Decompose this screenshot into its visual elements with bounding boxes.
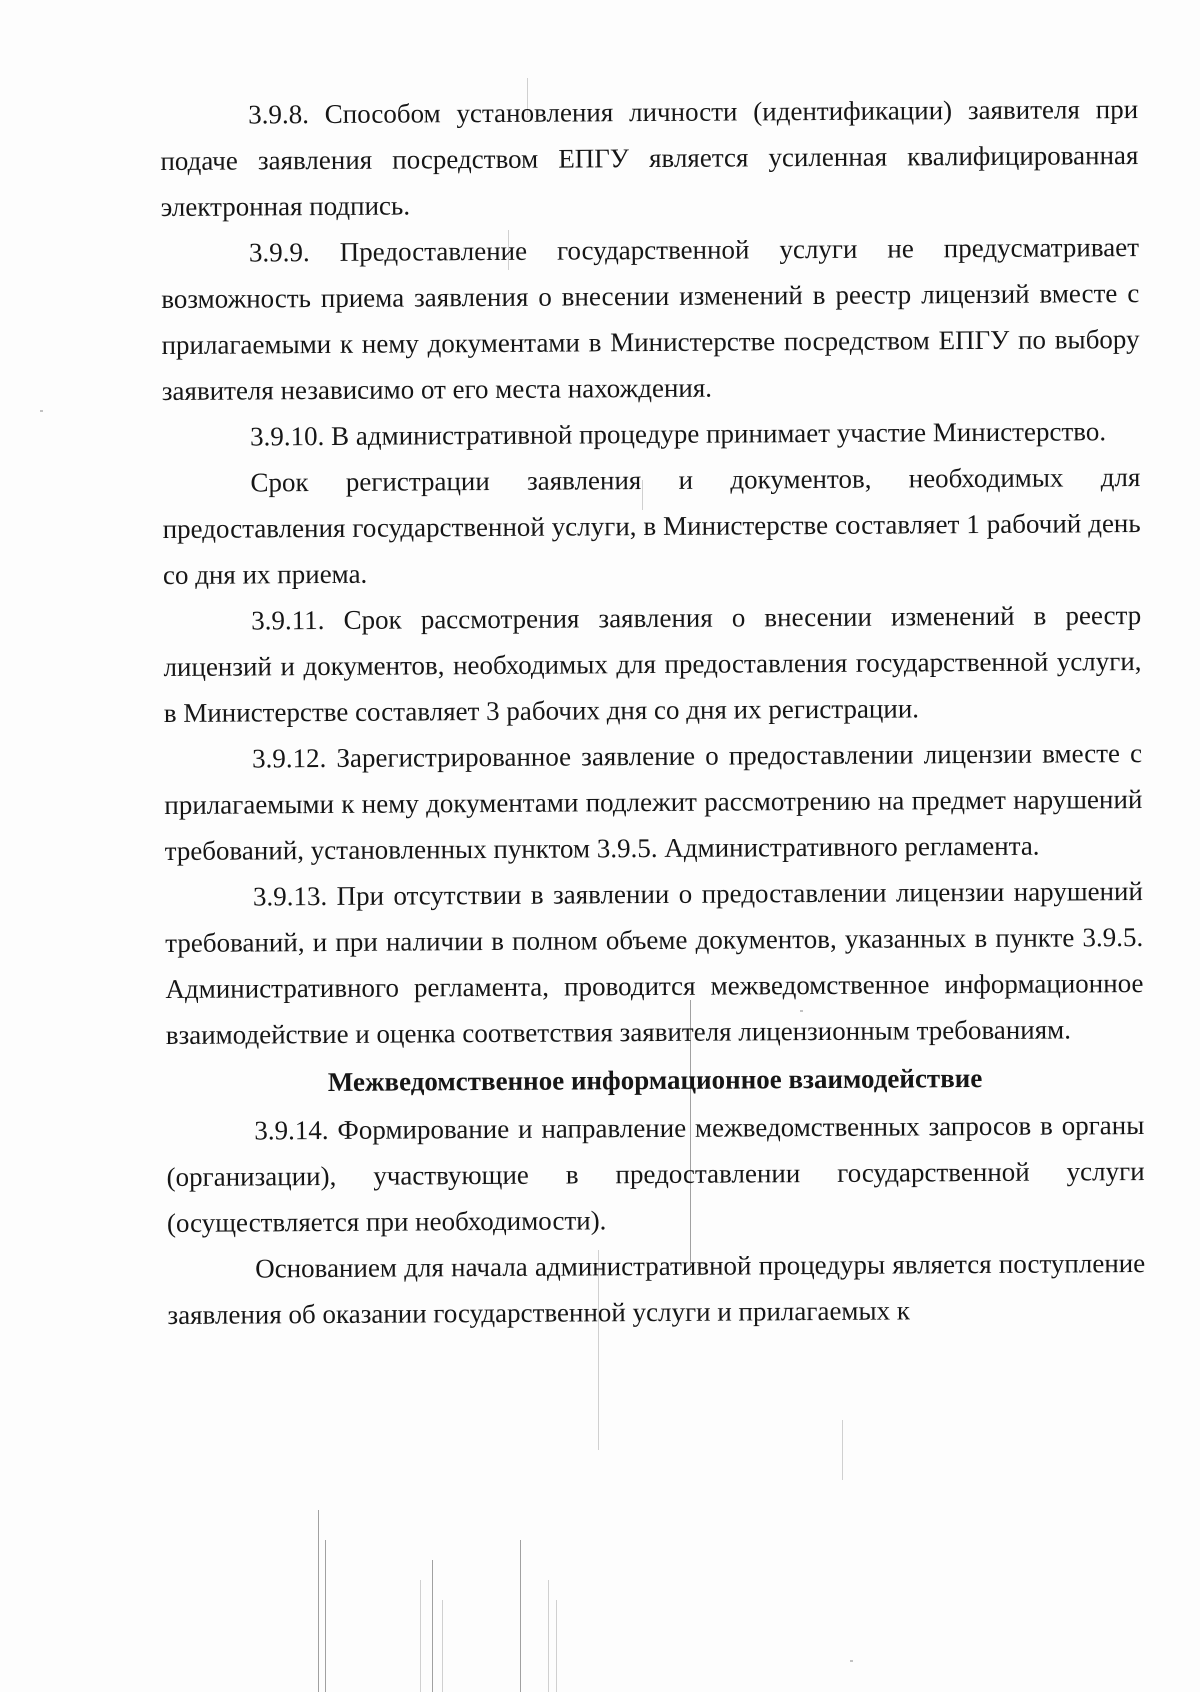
scan-artifact-line: [442, 1600, 443, 1692]
document-body: [160, 86, 1146, 1338]
scan-artifact-line: [318, 1510, 319, 1692]
paragraph-3-9-10: 3.9.10. В административной процедуре принимает участие Министерство.: [250, 416, 1107, 452]
scan-artifact-line: [842, 1420, 843, 1480]
scan-speck: [850, 1660, 853, 1662]
scan-speck: [40, 410, 43, 412]
scan-artifact-line: [420, 1580, 421, 1692]
paragraph-registration-term: Срок регистрации заявления и документов, необходимых для предоставления государственной услуги, в Министерстве составляет 1 рабочий день со дня их приема.: [162, 462, 1141, 590]
scan-artifact-line: [556, 1600, 557, 1692]
scan-artifact-line: [432, 1560, 433, 1692]
paragraph-procedure-basis: Основанием для начала административной процедуры является поступление заявления об оказании государственной услуги и прилагаемых к: [167, 1248, 1146, 1330]
paragraph-3-9-14: 3.9.14. Формирование и направление межведомственных запросов в органы (организации), участвующие в предоставлении государственной услуги (осуществляется при необходимости).: [166, 1110, 1145, 1238]
paragraph-3-9-8: 3.9.8. Способом установления личности (идентификации) заявителя при подаче заявления посредством ЕПГУ является усиленная квалифицированная электронная подпись.: [160, 94, 1139, 222]
paragraph-3-9-9: 3.9.9. Предоставление государственной услуги не предусматривает возможность приема заявления о внесении изменений в реестр лицензий вместе с прилагаемыми к нему документами в Министерстве посредством ЕПГУ по выбору заявителя независимо от его места нахождения.: [161, 232, 1140, 406]
scan-artifact-line: [520, 1540, 521, 1692]
section-heading: Межведомственное информационное взаимодействие: [327, 1062, 983, 1097]
paragraph-3-9-13: 3.9.13. При отсутствии в заявлении о предоставлении лицензии нарушений требований, и при наличии в полном объеме документов, указанных в пункте 3.9.5. Административного регламента, проводится межведомственное информационное взаимодействие и оценка соответствия заявителя лицензионным требованиям.: [165, 876, 1144, 1050]
scan-artifact-line: [548, 1580, 549, 1692]
paragraph-3-9-11: 3.9.11. Срок рассмотрения заявления о внесении изменений в реестр лицензий и документов, необходимых для предоставления государственной услуги, в Министерстве составляет 3 рабочих дня со дня их регистрации.: [163, 600, 1142, 728]
scan-artifact-line: [325, 1540, 326, 1692]
paragraph-3-9-12: 3.9.12. Зарегистрированное заявление о предоставлении лицензии вместе с прилагаемыми к нему документами подлежит рассмотрению на предмет нарушений требований, установленных пунктом 3.9.5. Административного регламента.: [164, 738, 1143, 866]
